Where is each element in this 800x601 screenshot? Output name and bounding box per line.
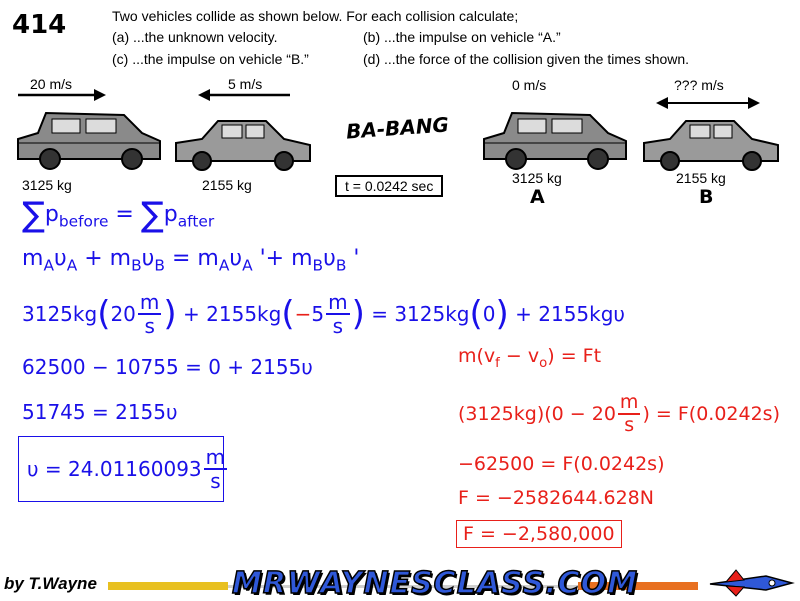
car-b-mass: 2155 kg: [202, 177, 252, 193]
impulse-momentum-eq: $m(v_f - v_o) = Ft$: [458, 345, 602, 371]
car-b-name: B: [699, 186, 714, 208]
substitution-eq: 3125kg ( 20 $\frac{m}{s}$ ) + 2155kg ( − 5 $\frac{m}{s}$ ) = 3125kg ( 0 ) + 2155kgυ: [22, 290, 625, 338]
left-arrow-icon: [196, 88, 292, 102]
double-arrow-icon: [655, 96, 761, 110]
momentum-conservation-eq: $\sum p_{before} = \sum p_{after}$: [22, 195, 215, 235]
simplify-eq: 62500 − 10755 = 0 + 2155υ: [22, 355, 313, 379]
part-b: (b) ...the impulse on vehicle “A.”: [363, 29, 561, 45]
velocity-answer-box: υ = 24.01160093 $\frac{m}{s}$: [18, 436, 224, 502]
sedan-car-b-icon: [172, 113, 314, 177]
problem-number: 414: [12, 10, 67, 40]
bang-text: BA-BANG: [345, 112, 450, 144]
collision-time: t = 0.0242 sec: [335, 175, 443, 197]
car-b-after-mass: 2155 kg: [676, 170, 726, 186]
car-b-before-velocity: 5 m/s: [228, 76, 263, 92]
problem-intro: Two vehicles collide as shown below. For each collision calculate;: [112, 8, 519, 24]
part-a: (a) ...the unknown velocity.: [112, 29, 278, 45]
car-a-mass: 3125 kg: [22, 177, 72, 193]
right-arrow-icon: [16, 88, 108, 102]
station-wagon-car-a-icon: [14, 103, 166, 175]
sedan-car-b-after-icon: [640, 113, 782, 177]
station-wagon-car-a-after-icon: [480, 103, 632, 175]
impulse-value-eq: −62500 = F(0.0242s): [458, 453, 665, 475]
part-c: (c) ...the impulse on vehicle “B.”: [112, 51, 309, 67]
force-result-eq: F = −2582644.628N: [458, 487, 654, 509]
car-a-name: A: [530, 186, 545, 208]
site-logo[interactable]: MRWAYNESCLASS.COM: [232, 566, 638, 601]
car-a-after-velocity: 0 m/s: [512, 77, 547, 93]
car-a-after-mass: 3125 kg: [512, 170, 562, 186]
author-credit: by T.Wayne: [4, 574, 97, 593]
reduced-eq: 51745 = 2155υ: [22, 400, 178, 424]
momentum-expanded-eq: $m_A\upsilon_A + m_B\upsilon_B = m_A\upsilon_A$ '+ $m_B\upsilon_B$ ': [22, 246, 360, 275]
car-a-before-velocity: 20 m/s: [30, 76, 73, 92]
car-b-after-velocity: ??? m/s: [674, 77, 724, 93]
force-answer-box: F = −2,580,000: [456, 520, 622, 548]
impulse-substitution-eq: (3125kg)(0 − 20 $\frac{m}{s}$ ) = F(0.0242s): [458, 391, 780, 436]
rocket-icon: [706, 568, 796, 598]
part-d: (d) ...the force of the collision given the times shown.: [363, 51, 690, 67]
